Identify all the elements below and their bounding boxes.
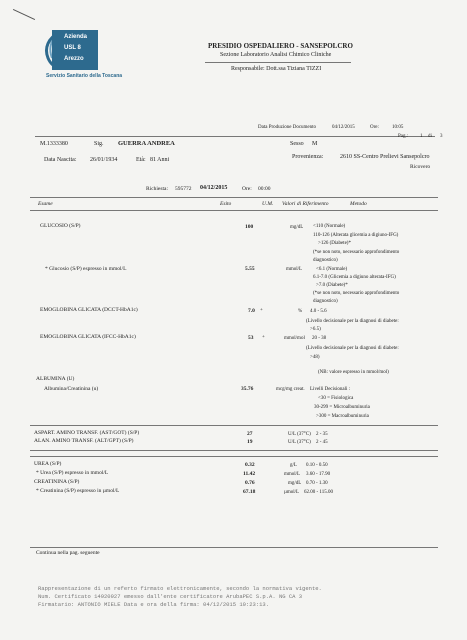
pen-mark (13, 9, 35, 20)
request-time: 00:00 (258, 186, 271, 192)
row-name: * Creatinina (S/P) espresso in µmol/L (36, 488, 120, 494)
row-name: UREA (S/P) (34, 461, 62, 467)
row-name: ALAN. AMINO TRANSF. (ALT/GPT) (S/P) (34, 438, 134, 444)
page-total: 3 (440, 134, 443, 139)
row-range: 62.00 - 115.00 (304, 490, 333, 495)
row-range: 0.10 - 0.50 (306, 463, 328, 468)
row-range: 3.60 - 17.90 (306, 472, 331, 477)
footer-line: Rappresentazione di un referto firmato elettronicamente, secondo la normativa vigente. (38, 585, 322, 592)
row-name: * Urea (S/P) espresso in mmol/L (36, 470, 109, 476)
row-ref-line: <6.1 (Normale) (316, 267, 348, 272)
age-value: 81 Anni (150, 157, 170, 163)
row-ref-line: 6.1-7.0 (Glicemia a digiuno alterata-IFG) (313, 275, 396, 280)
row-ref-line: (*se non noto, necessario approfondimento (313, 250, 400, 255)
row-ref-line: 30-299 = Microalbuminuria (314, 405, 370, 410)
row-ref-line: >300 = Macroalbuminuria (316, 414, 369, 419)
row-unit: mmol/L (284, 472, 301, 477)
row-ref-line: Livelli Decisionali : (310, 387, 350, 392)
request-number: 595772 (175, 186, 192, 192)
row-result: 19 (247, 439, 253, 445)
page-label: Pag.: (398, 134, 409, 139)
row-range: 2 - 35 (316, 432, 328, 437)
col-result: Esito (220, 201, 232, 207)
row-result: 35.76 (241, 386, 254, 392)
logo-line1: Azienda (64, 34, 88, 40)
logo-line3: Arezzo (64, 56, 84, 62)
row-name: ASPART. AMINO TRANSF. (AST/GOT) (S/P) (34, 430, 140, 436)
col-ref: Valori di Riferimento (282, 201, 329, 207)
request-label: Richiesta: (146, 186, 168, 192)
doc-time: 10:05 (392, 125, 404, 130)
row-range: 2 - 45 (316, 440, 328, 445)
row-result: 7.0 (248, 308, 255, 314)
row-name: Albumina/Creatinina (u) (44, 386, 99, 392)
row-section-name: ALBUMINA (U) (36, 376, 75, 382)
row-unit: U/L (37°C) (288, 432, 311, 437)
row-result: 5.55 (245, 266, 255, 272)
row-ref-line: >48) (310, 355, 320, 360)
logo-line2: USL 8 (64, 45, 81, 51)
row-unit: mmol/mol (284, 336, 305, 341)
sex-value: M (312, 141, 318, 147)
row-name: * Glucosio (S/P) espresso in mmol/L (45, 266, 127, 272)
doc-date-label: Data Produzione Documento (258, 125, 317, 130)
page-number: 1 (420, 134, 423, 139)
institution-name: PRESIDIO OSPEDALIERO - SANSEPOLCRO (208, 42, 353, 50)
sex-label: Sesso (290, 141, 304, 147)
row-result: 0.76 (245, 480, 255, 486)
row-unit: % (298, 309, 303, 314)
row-ref-line: (Livello decisionale per la diagnosi di diabete: (306, 319, 399, 324)
row-flag: + (262, 335, 265, 340)
page-of: di (428, 134, 432, 139)
row-ref-line: (Livello decisionale per la diagnosi di diabete: (306, 346, 399, 351)
patient-salutation: Sig. (94, 141, 104, 147)
row-ref-line: diagnostico) (313, 299, 338, 304)
row-ref-line: >6.5) (310, 327, 321, 332)
patient-name: GUERRA ANDREA (118, 140, 175, 147)
birth-label: Data Nascita: (44, 157, 77, 163)
patient-id: M.1333380 (40, 141, 68, 147)
doc-time-label: Ore: (370, 125, 379, 130)
row-ref-line: >126 (Diabete)* (318, 241, 351, 246)
row-range: 0.70 - 1.30 (306, 481, 328, 486)
row-result: 11.42 (243, 471, 256, 477)
row-ref-line: <110 (Normale) (313, 224, 346, 229)
row-range: 20 - 38 (312, 336, 327, 341)
row-unit: mg/dL (290, 225, 304, 230)
row-ref-line: <30 = Fisiologica (318, 396, 354, 401)
row-result: 67.18 (243, 489, 256, 495)
col-method: Metodo (350, 201, 367, 207)
row-result: 53 (248, 335, 254, 341)
row-ref-line: >7.0 (Diabete)* (316, 283, 348, 288)
row-unit: U/L (37°C) (288, 440, 311, 445)
logo (52, 30, 98, 70)
row-ref-note: (NB: valore espresso in mmol/mol) (318, 370, 389, 375)
continue-note: Continua nella pag. seguente (36, 550, 100, 556)
row-name: EMOGLOBINA GLICATA (IFCC-HbA1c) (40, 334, 136, 340)
logo-caption: Servizio Sanitario della Toscana (46, 73, 123, 79)
col-exam: Esame (38, 201, 53, 207)
row-name: GLUCOSIO (S/P) (40, 223, 81, 229)
col-unit: U.M. (262, 201, 274, 207)
row-unit: mmol/L (286, 267, 303, 272)
lab-section: Sezione Laboratorio Analisi Chimico Cliniche (220, 52, 332, 58)
origin-value: 2610 SS-Centro Prelievi Sansepolcro (340, 154, 430, 160)
row-name: EMOGLOBINA GLICATA (DCCT-HbA1c) (40, 307, 138, 313)
request-date: 04/12/2015 (200, 185, 228, 191)
row-unit: mg/dL (288, 481, 302, 486)
row-flag: + (260, 308, 263, 313)
origin-label: Provenienza: (292, 154, 324, 160)
row-ref-line: (*se non noto, necessario approfondimento (313, 291, 400, 296)
age-label: Età: (136, 157, 146, 163)
row-range: 4.0 - 5.6 (310, 309, 327, 314)
row-ref-line: diagnostico) (313, 258, 338, 263)
request-time-label: Ore: (242, 186, 252, 192)
row-unit: mcg/mg creat. (276, 387, 305, 392)
row-unit: µmol/L (284, 490, 300, 495)
footer-line: Num. Certificato 14920927 emesso dall'ente certificatore ArubaPEC S.p.A. NG CA 3 (38, 593, 303, 600)
admission-type: Ricovero (410, 164, 431, 170)
row-result: 100 (245, 224, 254, 230)
row-result: 27 (247, 431, 253, 437)
row-ref-line: 110-126 (Alterata glicemia a digiuno-IFG) (313, 233, 399, 238)
doc-date: 04/12/2015 (332, 125, 355, 130)
responsible: Responsabile: Dott.ssa Tiziana TIZZI (231, 66, 322, 72)
footer-line: Firmatario: ANTONIO MIELE Data e ora della firma: 04/12/2015 10:23:13. (38, 601, 270, 608)
birth-date: 26/01/1934 (90, 157, 118, 163)
row-unit: g/L (290, 463, 297, 468)
row-name: CREATININA (S/P) (34, 479, 80, 485)
row-result: 0.32 (245, 462, 255, 468)
